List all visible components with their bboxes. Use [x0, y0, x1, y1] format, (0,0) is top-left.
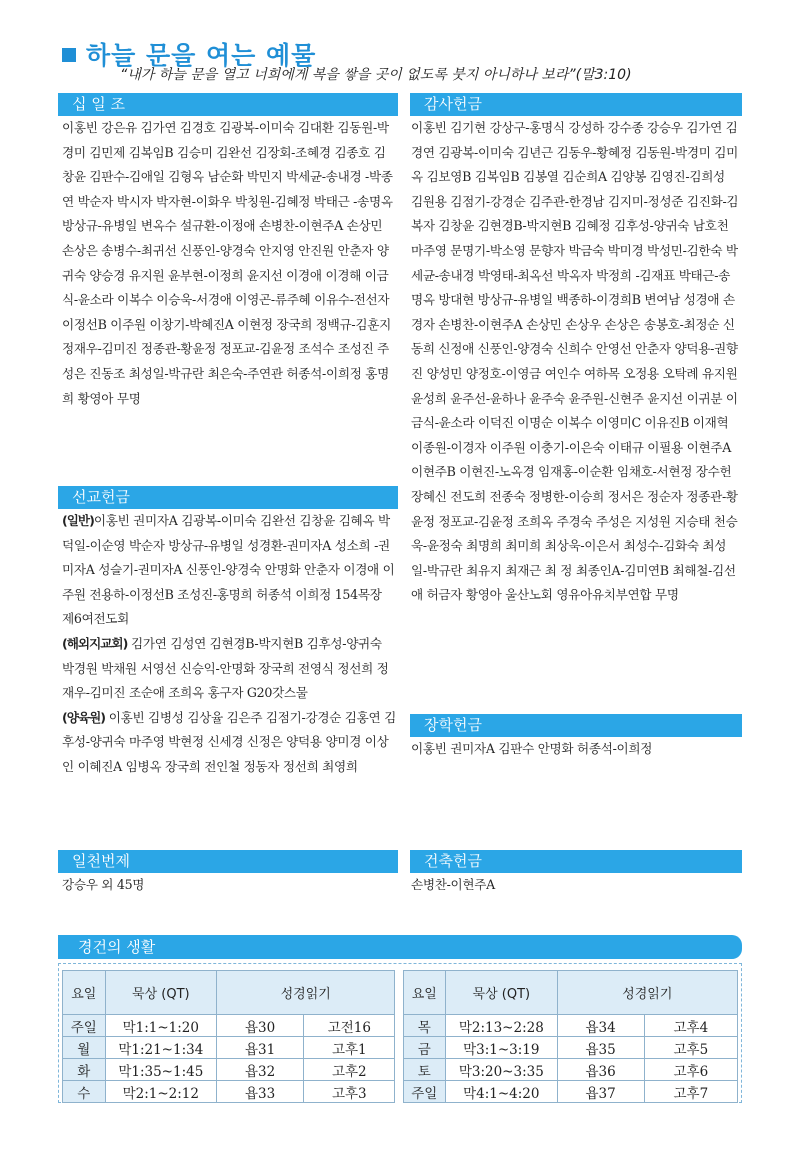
mission-orphanage-text: 이홍빈 김병성 김상율 김은주 김점기-강경순 김홍연 김후성-양귀숙 마주영 박현정 신세경 신정은 양덕용 양미경 이상인 이혜진A 임병옥 장국희 전인철 정동자 정선희 최영희: [62, 709, 396, 774]
mission-general-text: 이홍빈 권미자A 김광복-이미숙 김완선 김창윤 김혜옥 박덕일-이순영 박순자 방상규-유병일 성경환-권미자A 성소희 -권미자A 성슬기-권미자A 신풍인-양경숙 안명화 안춘자 이경애 이주원 전용하-이정선B 조성진-홍명희 허종석 이희정 154목장 제6여전도회: [62, 513, 395, 627]
first-offering-title: 일천번제: [72, 852, 130, 870]
day-cell: 목: [403, 1015, 446, 1037]
mission-orphanage: [62, 706, 396, 780]
scholarship-names: 이홍빈 권미자A 김판수 안명화 허종석-이희정: [411, 741, 653, 756]
header-qt-left: 묵상 (QT): [105, 971, 216, 1015]
mission-overseas: [62, 632, 396, 706]
first-offering-names: 강승우 외 45명: [62, 877, 145, 892]
mission-overseas-text: 김가연 김성연 김현경B-박지현B 김후성-양귀숙 박경원 박채원 서영선 신승익-안명화 장국희 전영식 정선희 정재우-김미진 조순애 조희옥 홍구자 G20갓스물: [62, 635, 389, 701]
mission-overseas-tag: (해외지교회): [62, 635, 128, 651]
thanks-names: 이홍빈 김기현 강상구-홍명식 강성하 강수종 강승우 김가연 김경연 김광복-이미숙 김년근 김동우-황혜정 김동원-박경미 김미옥 김보영B 김복임B 김봉열 김순희A 김양봉 김영진-김희성 김원용 김점기-강경순 김주관-한경남 김지미-정성준 김진화-김복자 김창윤 김현경B-박지현B 김혜정 김후성-양귀숙 남호천 마주영 문명기-박소영 문향자 박금숙 박미경 박성민-김한숙 박세균-송내경 박영태-최옥선 박옥자 박정희 -김재표 박태근-송명옥 방대현 방상규-유병일 백종하-이경희B 변여남 성경애 손경자 손병찬-이현주A 손상민 손상우 손상은 송봉호-최정순 신동희 신정애 신풍인-양경숙 신희수 안영선 안춘자 양덕용-권향진 양성민 양정호-이영금 여인수 여하목 오정용 오탁례 유지원 윤성희 윤주선-윤하나 윤주숙 윤주원-신현주 윤지선 이귀분 이금식-윤소라 이덕진 이명순 이복수 이영미C 이유진B 이재혁 이종원-이경자 이주원 이충기-이은숙 이태규 이필용 이현주A 이현주B 이현진-노옥경 임재홍-이순환 임채호-서현정 장수헌 장혜신 전도희 전종숙 정병한-이승희 정서은 정순자 정종관-황윤정 정포교-김윤정 조희옥 주경숙 주성은 지성원 지승태 천승욱-윤정숙 최명희 최미희 최상욱-이은서 최성수-김화숙 최성일-박규란 최유지 최재근 최 정 최종인A-김미연B 최해철-김선애 허금자 황영아 울산노회 영유아유치부연합 무명: [411, 120, 739, 603]
mission-section-header: [58, 486, 398, 509]
devotion-header-row: [63, 971, 738, 1015]
reading-cell: 고후4: [644, 1015, 737, 1037]
reading-cell: 욥34: [557, 1015, 644, 1037]
mission-title: 선교헌금: [72, 488, 130, 506]
mission-names: [62, 509, 396, 789]
building-section-header: [410, 850, 742, 873]
reading-cell: 욥31: [217, 1037, 304, 1059]
reading-cell: 욥30: [217, 1015, 304, 1037]
building-title: 건축헌금: [424, 852, 482, 870]
reading-cell: 고후5: [644, 1037, 737, 1059]
mission-general-tag: (일반): [62, 513, 94, 528]
thanks-section-header: [410, 93, 742, 116]
mission-general: [62, 509, 396, 632]
qt-cell: 막4:1~4:20: [446, 1081, 557, 1103]
mission-orphanage-tag: (양육원): [62, 709, 106, 725]
reading-cell: 욥35: [557, 1037, 644, 1059]
day-cell: 주일: [403, 1081, 446, 1103]
header-day-left: 요일: [63, 971, 106, 1015]
reading-cell: 고전16: [304, 1015, 395, 1037]
tithe-section-header: [58, 93, 398, 116]
table-row: [63, 1015, 738, 1037]
devotion-title: 경건의 생활: [78, 938, 156, 956]
first-offering-section-header: [58, 850, 398, 873]
devotion-section-header: [58, 935, 742, 959]
reading-cell: 고후3: [304, 1081, 395, 1103]
title-square-icon: [62, 48, 76, 62]
table-row: [63, 1059, 738, 1081]
scripture-verse: “내가 하늘 문을 열고 너희에게 복을 쌓을 곳이 없도록 붓지 아니하나 보라”(말3:10): [120, 67, 632, 83]
reading-cell: 욥37: [557, 1081, 644, 1103]
reading-cell: 욥32: [217, 1059, 304, 1081]
tithe-names: 이홍빈 강은유 김가연 김경호 김광복-이미숙 김대환 김동원-박경미 김민제 김복임B 김승미 김완선 김장회-조혜경 김종호 김창윤 김판수-김애일 김형옥 남순화 박민지 박세균-송내경 -박종연 박순자 박시자 박자현-이화우 박칭원-김혜정 박태근 -송명옥 방상규-유병일 변옥수 설규환-이정애 손병찬-이현주A 손상민 손상은 송병수-최귀선 신풍인-양경숙 안지영 안진원 안춘자 양귀숙 양승경 유지원 윤부현-이정희 윤지선 이경애 이경해 이금식-윤소라 이복수 이승욱-서경애 이영곤-류주혜 이유수-전선자 이정선B 이주원 이창기-박혜진A 이현정 장국희 정백규-김훈지 정재우-김미진 정종관-황윤정 정포교-김윤정 조석수 조성진 주성은 진동조 최성일-박규란 최은숙-주연관 허종석-이희정 홍명희 황영아 무명: [62, 120, 393, 406]
reading-cell: 욥36: [557, 1059, 644, 1081]
qt-cell: 막1:1~1:20: [105, 1015, 216, 1037]
day-cell: 금: [403, 1037, 446, 1059]
page-title-text: 하늘 문을 여는 예물: [86, 41, 317, 70]
qt-cell: 막3:1~3:19: [446, 1037, 557, 1059]
qt-cell: 막2:13~2:28: [446, 1015, 557, 1037]
reading-cell: 고후7: [644, 1081, 737, 1103]
header-reading-right: 성경읽기: [557, 971, 737, 1015]
reading-cell: 고후6: [644, 1059, 737, 1081]
reading-cell: 고후2: [304, 1059, 395, 1081]
table-row: [63, 1037, 738, 1059]
scholarship-title: 장학헌금: [424, 716, 482, 734]
tithe-title: 십 일 조: [72, 95, 126, 113]
building-names: 손병찬-이현주A: [411, 877, 495, 892]
day-cell: 월: [63, 1037, 106, 1059]
qt-cell: 막1:35~1:45: [105, 1059, 216, 1081]
qt-cell: 막3:20~3:35: [446, 1059, 557, 1081]
qt-cell: 막2:1~2:12: [105, 1081, 216, 1103]
day-cell: 화: [63, 1059, 106, 1081]
reading-cell: 욥33: [217, 1081, 304, 1103]
day-cell: 주일: [63, 1015, 106, 1037]
header-qt-right: 묵상 (QT): [446, 971, 557, 1015]
day-cell: 수: [63, 1081, 106, 1103]
header-day-right: 요일: [403, 971, 446, 1015]
header-reading-left: 성경읽기: [217, 971, 395, 1015]
qt-cell: 막1:21~1:34: [105, 1037, 216, 1059]
thanks-title: 감사헌금: [424, 95, 482, 113]
table-row: [63, 1081, 738, 1103]
reading-cell: 고후1: [304, 1037, 395, 1059]
devotion-table: [62, 970, 738, 1103]
day-cell: 토: [403, 1059, 446, 1081]
scholarship-section-header: [410, 714, 742, 737]
